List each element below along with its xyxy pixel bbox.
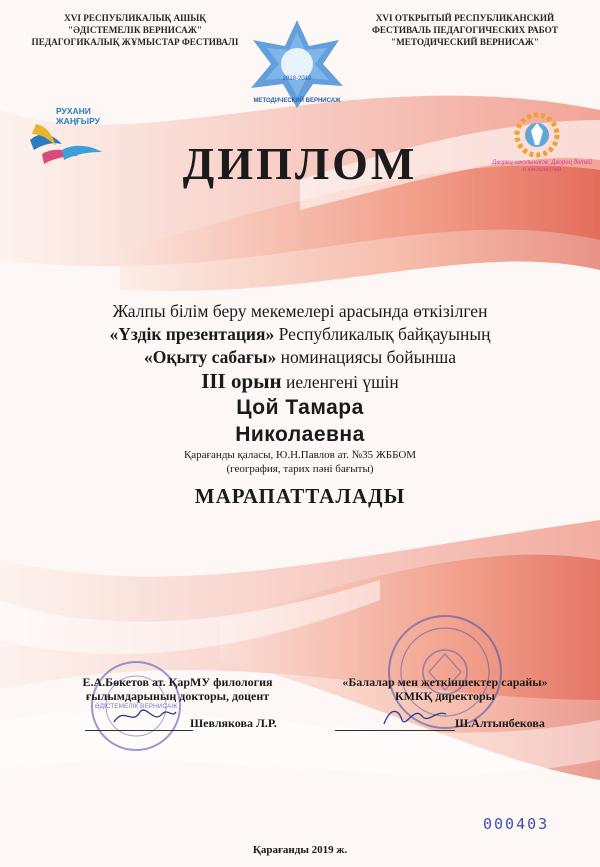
right-signature-line — [335, 730, 455, 731]
logo-main-label: МЕТОДИЧЕСКИЙ ВЕРНИСАЖ — [253, 98, 341, 104]
palace-caption: Дворец школьников, Дворец детей и юношества — [492, 160, 592, 173]
place-line — [0, 369, 600, 394]
header-left-line: XVI РЕСПУБЛИКАЛЫҚ АШЫҚ — [64, 13, 206, 23]
header-right-line: "МЕТОДИЧЕСКИЙ ВЕРНИСАЖ" — [391, 37, 539, 47]
award-word: МАРАПАТТАЛАДЫ — [194, 484, 406, 508]
footer-place-date: Қарағанды 2019 ж. — [252, 844, 348, 856]
header-right — [345, 12, 585, 48]
right-title-line1: «Балалар мен жеткіншектер сарайы» — [342, 675, 548, 689]
left-signatory-name: Шевлякова Л.Р. — [190, 716, 277, 730]
methodical-vernissage-logo — [243, 18, 351, 110]
place-value: ІІІ орын — [201, 369, 282, 393]
body-line1: Жалпы білім беру мекемелері арасында өткізілген — [112, 301, 488, 321]
recipient-name-line2: Николаевна — [235, 423, 365, 446]
logo-year: 2018-2019 — [282, 76, 312, 82]
nomination-rest: номинациясы бойынша — [276, 347, 456, 367]
header-right-line: XVI ОТКРЫТЫЙ РЕСПУБЛИКАНСКИЙ — [375, 13, 555, 23]
body-line3 — [0, 346, 600, 369]
header-left-line: "ӘДІСТЕМЕЛІК ВЕРНИСАЖ" — [68, 25, 202, 35]
left-signatory-title — [70, 675, 285, 703]
right-title-line2: КМКҚ директоры — [394, 689, 496, 703]
right-signatory-name: Ш.Алтынбекова — [455, 716, 545, 730]
contest-name: «Үздік презентация» — [109, 324, 275, 344]
subject-line: (география, тарих пәні бағыты) — [226, 463, 374, 475]
left-title-line1: Е.А.Бөкетов ат. ҚарМУ филология — [82, 675, 273, 689]
rukhani-line2: ЖАҢҒЫРУ — [56, 116, 100, 126]
rukhani-label — [56, 106, 100, 126]
nomination-name: «Оқыту сабағы» — [144, 347, 277, 367]
rukhani-line1: РУХАНИ — [56, 106, 91, 116]
body-line2 — [0, 323, 600, 346]
header-left-line: ПЕДАГОГИКАЛЫҚ ЖҰМЫСТАР ФЕСТИВАЛІ — [31, 37, 239, 47]
left-title-line2: ғылымдарының докторы, доцент — [85, 689, 270, 703]
left-signature-line — [85, 730, 193, 731]
place-rest: иеленгені үшін — [281, 372, 399, 392]
diploma-body — [0, 300, 600, 510]
serial-number: 000403 — [483, 815, 550, 833]
right-signatory-title — [330, 675, 560, 703]
diploma-title: ДИПЛОМ — [182, 138, 418, 189]
right-signature — [380, 700, 450, 730]
school-line: Қарағанды қаласы, Ю.Н.Павлов ат. №35 ЖББОМ — [183, 449, 417, 461]
contest-rest: Республикалық байқауының — [274, 324, 491, 344]
header-right-line: ФЕСТИВАЛЬ ПЕДАГОГИЧЕСКИХ РАБОТ — [372, 25, 558, 35]
left-signature — [110, 700, 180, 730]
left-stamp-text: ӘДІСТЕМЕЛІК ВЕРНИСАЖ — [94, 703, 178, 710]
recipient-name-line1: Цой Тамара — [236, 396, 364, 419]
header-left — [20, 12, 250, 48]
